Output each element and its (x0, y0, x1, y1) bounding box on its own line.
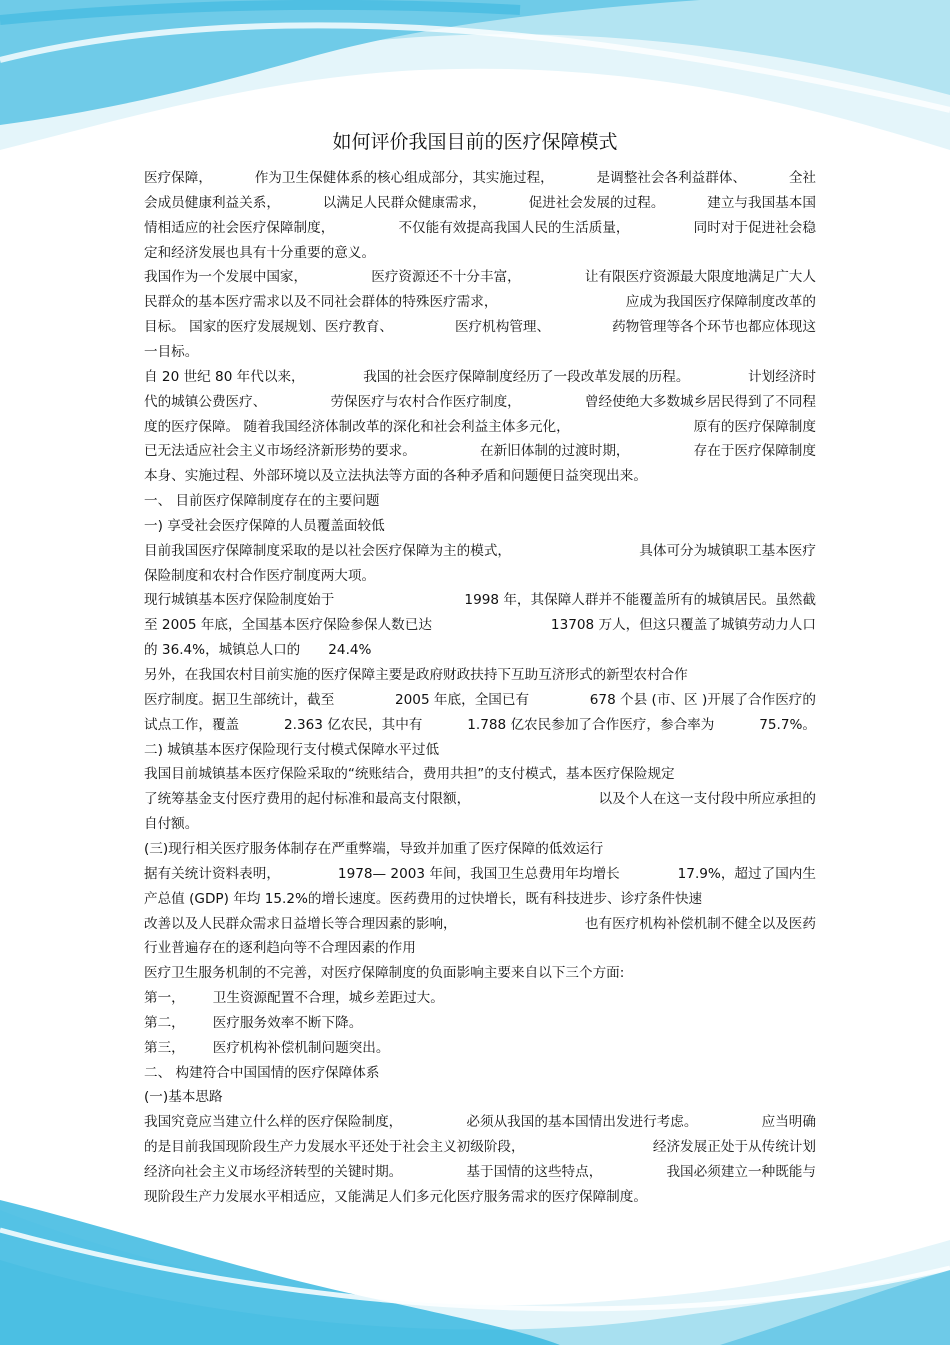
text-segment: 自 20 世纪 80 年代以来， (144, 368, 305, 385)
text-line (144, 862, 816, 887)
text-segment: 度的医疗保障。 随着我国经济体制改革的深化和社会利益主体多元化， (144, 418, 570, 435)
text-line (144, 986, 816, 1011)
text-line (144, 166, 816, 191)
text-segment: 建立与我国基本国 (707, 194, 816, 211)
text-segment: 曾经使绝大多数城乡居民得到了不同程 (584, 393, 816, 410)
text-segment: 定和经济发展也具有十分重要的意义。 (144, 244, 376, 261)
text-line (144, 738, 816, 763)
text-line (144, 787, 816, 812)
text-segment: 75.7%。 (759, 716, 816, 733)
text-segment: 经济向社会主义市场经济转型的关键时期。 (144, 1164, 403, 1180)
text-segment: 1978— 2003 年间，我国卫生总费用年均增长 (337, 865, 620, 882)
text-segment: 基于国情的这些特点， (466, 1164, 603, 1180)
text-segment: 二、 构建符合中国国情的医疗保障体系 (144, 1064, 380, 1081)
text-segment: 第一， (144, 990, 185, 1007)
text-line (144, 415, 816, 440)
text-segment: 医疗制度。据卫生部统计，截至 (144, 691, 335, 708)
text-line (144, 812, 816, 837)
text-segment: 一目标。 (144, 343, 199, 360)
text-segment: 也有医疗机构补偿机制不健全以及医药 (584, 915, 816, 932)
text-line (144, 588, 816, 613)
text-segment: 一、 目前医疗保障制度存在的主要问题 (144, 493, 380, 510)
text-segment: 劳保医疗与农村合作医疗制度， (330, 393, 521, 410)
text-segment: 试点工作，覆盖 (144, 716, 240, 733)
text-segment: 第二， (144, 1014, 185, 1031)
text-segment: 原有的医疗保障制度 (693, 418, 816, 435)
text-segment: 在新旧体制的过渡时期， (480, 443, 630, 460)
text-segment: 作为卫生保健体系的核心组成部分，其实施过程， (254, 170, 554, 186)
text-segment: 计划经济时 (748, 368, 816, 385)
text-line (144, 837, 816, 862)
text-segment: 目标。 国家的医疗发展规划、医疗教育、 (144, 319, 394, 336)
text-segment: 让有限医疗资源最大限度地满足广大人 (584, 269, 816, 286)
text-line (144, 489, 816, 514)
text-segment: 据有关统计资料表明， (144, 865, 280, 882)
text-segment: 改善以及人民群众需求日益增长等合理因素的影响， (144, 915, 457, 932)
text-segment: 17.9%，超过了国内生 (677, 865, 816, 882)
text-segment: 自付额。 (144, 816, 199, 833)
page-title: 如何评价我国目前的医疗保障模式 (332, 131, 618, 153)
text-line (144, 514, 816, 539)
text-segment: 另外，在我国农村目前实施的医疗保障主要是政府财政扶持下互助互济形式的新型农村合作 (144, 667, 688, 683)
text-segment: 经济发展正处于从传统计划 (652, 1139, 816, 1156)
text-segment: 现行城镇基本医疗保险制度始于 (144, 592, 335, 609)
text-segment: 1.788 亿农民参加了合作医疗，参合率为 (467, 716, 715, 733)
text-line (144, 1160, 816, 1185)
text-line (144, 1061, 816, 1086)
text-segment: 第三， (144, 1039, 185, 1056)
text-line (144, 390, 816, 415)
text-segment: 我国究竟应当建立什么样的医疗保险制度， (144, 1114, 403, 1131)
text-segment: 必须从我国的基本国情出发进行考虑。 (466, 1114, 698, 1131)
text-segment: 以满足人民群众健康需求， (322, 194, 486, 211)
text-segment: 以及个人在这一支付段中所应承担的 (598, 791, 816, 808)
text-line (144, 961, 816, 986)
text-segment: 至 2005 年底，全国基本医疗保险参保人数已达 (144, 617, 432, 634)
text-line (144, 290, 816, 315)
text-segment: 我国目前城镇基本医疗保险采取的“统账结合，费用共担”的支付模式，基本医疗保险规定 (144, 766, 675, 783)
text-line (144, 191, 816, 216)
text-line (144, 912, 816, 937)
text-line (144, 365, 816, 390)
text-segment: 应成为我国医疗保障制度改革的 (625, 294, 816, 311)
text-segment: 会成员健康利益关系， (144, 194, 280, 211)
text-segment: (三)现行相关医疗服务体制存在严重弊端，导致并加重了医疗保障的低效运行 (144, 840, 604, 857)
text-segment: 是调整社会各利益群体、 (596, 170, 747, 186)
text-line (144, 713, 816, 738)
text-segment: 一) 享受社会医疗保障的人员覆盖面较低 (144, 517, 385, 534)
text-line (144, 216, 816, 241)
text-line (144, 887, 816, 912)
text-segment: 的 36.4%，城镇总人口的 (144, 642, 301, 659)
text-line (144, 315, 816, 340)
text-segment: 2005 年底，全国已有 (395, 691, 530, 708)
text-line (144, 1110, 816, 1135)
text-segment: 的是目前我国现阶段生产力发展水平还处于社会主义初级阶段， (144, 1139, 525, 1156)
text-segment: 1998 年，其保障人群并不能覆盖所有的城镇居民。虽然截 (464, 592, 816, 609)
text-line (144, 1011, 816, 1036)
text-segment: 医疗卫生服务机制的不完善，对医疗保障制度的负面影响主要来自以下三个方面: (144, 965, 625, 982)
text-segment: 全社 (788, 170, 816, 186)
text-segment: 促进社会发展的过程。 (528, 194, 665, 211)
text-segment: 药物管理等各个环节也都应体现这 (612, 319, 816, 336)
text-line (144, 464, 816, 489)
text-line (144, 613, 816, 638)
text-segment: 目前我国医疗保障制度采取的是以社会医疗保障为主的模式， (144, 542, 512, 559)
text-segment: 存在于医疗保障制度 (693, 443, 816, 460)
text-line (144, 1185, 816, 1210)
text-line (144, 688, 816, 713)
text-segment: 产总值 (GDP) 年均 15.2%的增长速度。医药费用的过快增长，既有科技进步、诊疗条件快速 (144, 890, 703, 907)
text-segment: 保险制度和农村合作医疗制度两大项。 (144, 567, 376, 584)
text-segment: 医疗资源还不十分丰富， (371, 269, 521, 286)
text-line (144, 762, 816, 787)
text-segment: 了统筹基金支付医疗费用的起付标准和最高支付限额， (144, 791, 471, 808)
text-segment: 678 个县 (市、区 )开展了合作医疗的 (589, 691, 816, 708)
text-segment: 我国必须建立一种既能与 (666, 1164, 816, 1180)
text-line (144, 265, 816, 290)
text-segment: 医疗保障， (144, 170, 212, 186)
text-line (144, 1135, 816, 1160)
text-segment: 卫生资源配置不合理，城乡差距过大。 (212, 990, 444, 1007)
text-segment: 具体可分为城镇职工基本医疗 (639, 542, 816, 559)
text-line (144, 936, 816, 961)
text-line (144, 539, 816, 564)
text-segment: 应当明确 (761, 1114, 816, 1131)
text-line (144, 564, 816, 589)
text-line (144, 241, 816, 266)
text-segment: 医疗机构管理、 (454, 319, 551, 336)
text-segment: 本身、实施过程、外部环境以及立法执法等方面的各种矛盾和问题便日益突现出来。 (144, 468, 647, 485)
bottom-wave-dark (0, 1200, 560, 1345)
text-segment: 现阶段生产力发展水平相适应，又能满足人们多元化医疗服务需求的医疗保障制度。 (144, 1188, 647, 1205)
text-segment: 医疗机构补偿机制问题突出。 (212, 1039, 390, 1056)
text-segment: 情相适应的社会医疗保障制度， (144, 219, 335, 236)
text-line (144, 439, 816, 464)
text-segment: (一)基本思路 (144, 1089, 223, 1106)
text-line (144, 638, 816, 663)
text-segment: 13708 万人，但这只覆盖了城镇劳动力人口 (550, 617, 816, 634)
text-segment: 同时对于促进社会稳 (693, 219, 816, 236)
text-segment: 我国的社会医疗保障制度经历了一段改革发展的历程。 (363, 368, 690, 385)
text-line (144, 1036, 816, 1061)
text-segment: 我国作为一个发展中国家， (144, 269, 308, 286)
text-line (144, 663, 816, 688)
text-segment: 2.363 亿农民，其中有 (283, 716, 423, 733)
text-segment: 24.4% (328, 642, 372, 659)
text-segment: 民群众的基本医疗需求以及不同社会群体的特殊医疗需求， (144, 294, 498, 311)
text-line (144, 1085, 816, 1110)
text-segment: 已无法适应社会主义市场经济新形势的要求。 (144, 443, 416, 460)
text-segment: 不仅能有效提高我国人民的生活质量， (398, 219, 630, 236)
text-segment: 行业普遍存在的逐利趋向等不合理因素的作用 (144, 940, 416, 957)
text-segment: 二) 城镇基本医疗保险现行支付模式保障水平过低 (144, 741, 440, 758)
text-segment: 代的城镇公费医疗、 (144, 393, 267, 410)
text-segment: 医疗服务效率不断下降。 (212, 1014, 363, 1031)
text-line (144, 340, 816, 365)
